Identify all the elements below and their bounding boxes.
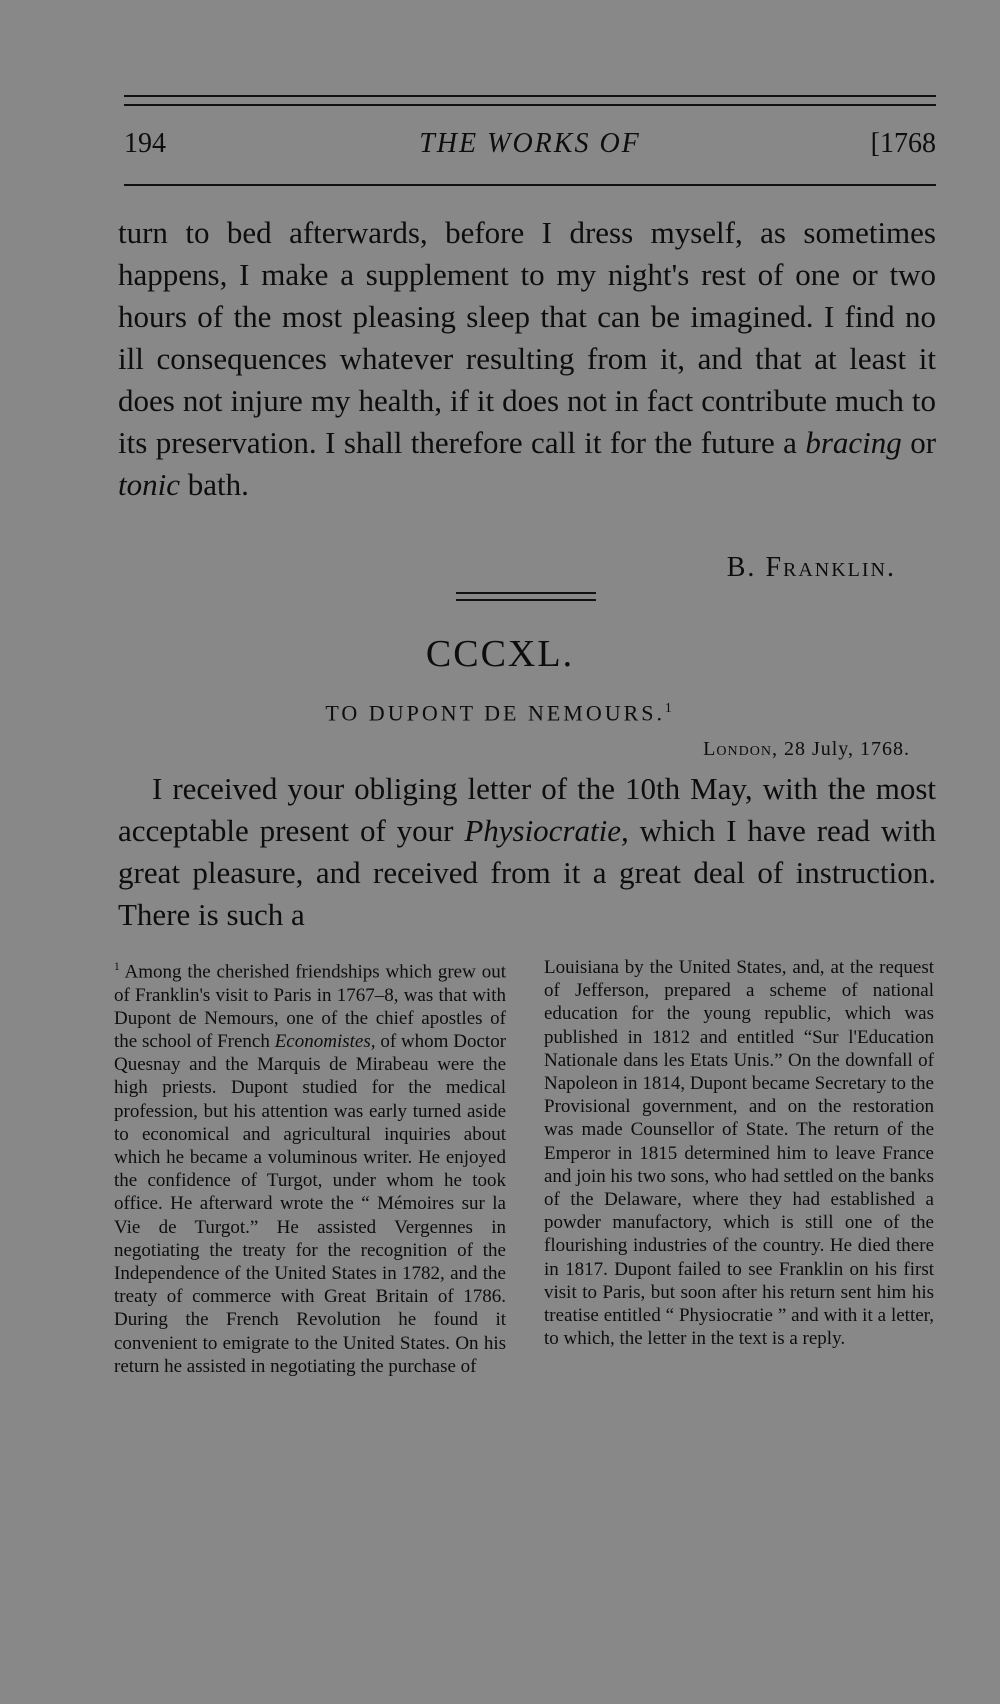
letter-addressee	[0, 700, 1000, 726]
running-head	[124, 128, 936, 168]
dateline	[703, 738, 910, 761]
italic-bracing: bracing	[805, 425, 902, 460]
footnote-column-left	[114, 956, 506, 1378]
letter-number: CCCXL.	[425, 633, 575, 675]
italic-tonic: tonic	[118, 467, 180, 502]
italic-economistes: Economistes,	[274, 1030, 376, 1052]
dateline-place: London,	[703, 738, 778, 760]
italic-physiocratie: Physiocratie,	[464, 813, 629, 848]
letter-text-rest: which I have read with great pleasure, and received from it a great deal of instruction. There is such a	[118, 813, 937, 932]
running-year: [1768	[870, 128, 936, 159]
continued-paragraph	[118, 212, 936, 506]
signature	[727, 552, 896, 584]
footnote-column-right	[544, 956, 934, 1350]
footnote-text-right: Louisiana by the United States, and, at the request of Jefferson, prepared a scheme of national education for the young republic, which was published in 1812 and entitled “Sur l'Education Nationale dans les Etats Unis.” On the downfall of Napoleon in 1814, Dupont became Secretary to the Provisional government, and on the restoration was made Counsellor of State. The return of the Emperor in 1815 determined him to leave France and join his two sons, who had settled on the banks of the Delaware, where they had established a powder manufactory, which is still one of the flourishing industries of the country. He died there in 1817. Dupont failed to see Franklin on his first visit to Paris, but soon after his return sent him his treatise entitled “ Physiocratie ” and with it a letter, to which, the letter in the text is a reply.	[544, 957, 934, 1350]
footnote-text-part2: of whom Doctor Quesnay and the Marquis de Mirabeau were the high priests. Dupont studied for the medical profession, but his attention was early turned aside to economical and agricultural inquiries about which he became a voluminous writer. He enjoyed the confidence of Turgot, under whom he took office. He afterward wrote the “ Mémoires sur la Vie de Turgot.” He assisted Vergennes in negotiating the treaty for the recognition of the Independence of the United States in 1782, and the treaty of commerce with Great Britain of 1786. During the French Revolution he found it convenient to emigrate to the United States. On his return he assisted in negotiating the purchase of	[114, 1030, 507, 1377]
header-double-rule	[124, 95, 936, 106]
dateline-date: 28 July, 1768.	[783, 738, 910, 760]
word-or: or	[910, 425, 937, 460]
letter-text-start: I received your obliging letter of the 10th May, with the most acceptable present of your	[118, 771, 936, 848]
signature-initial: B.	[726, 552, 757, 583]
word-bath: bath.	[187, 467, 249, 502]
addressee-text: TO DUPONT DE NEMOURS.	[325, 700, 666, 726]
signature-name: Franklin.	[765, 552, 896, 583]
section-divider	[456, 592, 596, 601]
footnote-marker: 1	[114, 961, 120, 973]
page-number: 194	[124, 128, 166, 159]
running-title: THE WORKS OF	[419, 128, 641, 159]
paragraph-text: turn to bed afterwards, before I dress myself, as sometimes happens, I make a supplement to my night's rest of one or two hours of the most pleasing sleep that can be imagined. I find no ill consequences whatever resulting from it, and that at least it does not injure my health, if it does not in fact contribute much to its preservation. I shall therefore call it for the future a	[118, 215, 936, 460]
letter-paragraph	[118, 768, 936, 936]
footnote-reference: 1	[665, 700, 675, 715]
header-rule	[124, 184, 936, 186]
footnote-text-part1: Among the cherished friendships which grew out of Franklin's visit to Paris in 1767–8, was that with Dupont de Nemours, one of the chief apostles of the school of French	[114, 961, 507, 1052]
